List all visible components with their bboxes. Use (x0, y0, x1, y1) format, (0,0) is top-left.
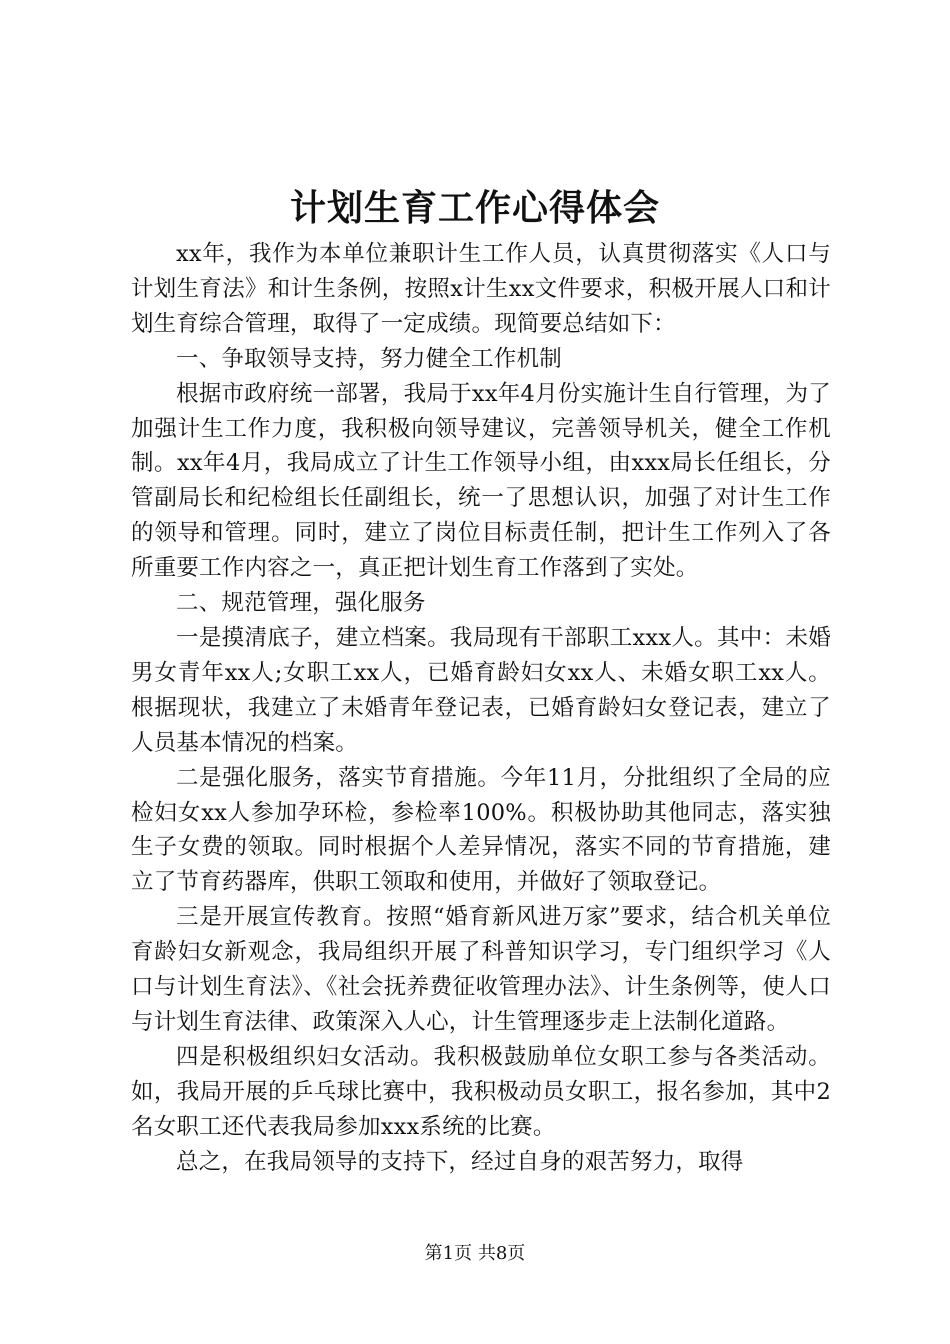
paragraph-summary: 总之，在我局领导的支持下，经过自身的艰苦努力，取得 (176, 1148, 744, 1175)
paragraph-archives: 一是摸清底子，建立档案。我局现有干部职工xxx人。其中：未婚男女青年xx人;女职工xx人，已婚育龄妇女xx人、未婚女职工xx人。根据现状，我建立了未婚青年登记表，已婚育龄妇女登记表，建立了人员基本情况的档案。 (131, 624, 831, 756)
page-number-footer: 第1页 共8页 (424, 1243, 526, 1264)
paragraph-intro: xx年，我作为本单位兼职计生工作人员，认真贯彻落实《人口与计划生育法》和计生条例，按照x计生xx文件要求，积极开展人口和计划生育综合管理，取得了一定成绩。现简要总结如下： (131, 241, 831, 337)
paragraph-services: 二是强化服务，落实节育措施。今年11月，分批组织了全局的应检妇女xx人参加孕环检，参检率100%。积极协助其他同志，落实独生子女费的领取。同时根据个人差异情况，落实不同的节育措施，建立了节育药器库，供职工领取和使用，并做好了领取登记。 (131, 764, 831, 896)
section-heading-1: 一、争取领导支持，努力健全工作机制 (176, 345, 562, 372)
paragraph-activities: 四是积极组织妇女活动。我积极鼓励单位女职工参与各类活动。如，我局开展的乒乓球比赛中，我积极动员女职工，报名参加，其中2名女职工还代表我局参加xxx系统的比赛。 (131, 1043, 831, 1140)
document-body (131, 237, 831, 1179)
paragraph-leadership: 根据市政府统一部署，我局于xx年4月份实施计生自行管理，为了加强计生工作力度，我积极向领导建议，完善领导机关，健全工作机制。xx年4月，我局成立了计生工作领导小组，由xxx局长任组长，分管副局长和纪检组长任副组长，统一了思想认识，加强了对计生工作的领导和管理。同时，建立了岗位目标责任制，把计生工作列入了各所重要工作内容之一，真正把计划生育工作落到了实处。 (131, 380, 831, 582)
section-heading-2: 二、规范管理，强化服务 (176, 590, 426, 617)
document-title: 计划生育工作心得体会 (289, 188, 660, 229)
paragraph-education: 三是开展宣传教育。按照“婚育新风进万家”要求，结合机关单位育龄妇女新观念，我局组织开展了科普知识学习，专门组织学习《人口与计划生育法》、《社会抚养费征收管理办法》、计生条例等，使人口与计划生育法律、政策深入人心，计生管理逐步走上法制化道路。 (131, 904, 831, 1035)
